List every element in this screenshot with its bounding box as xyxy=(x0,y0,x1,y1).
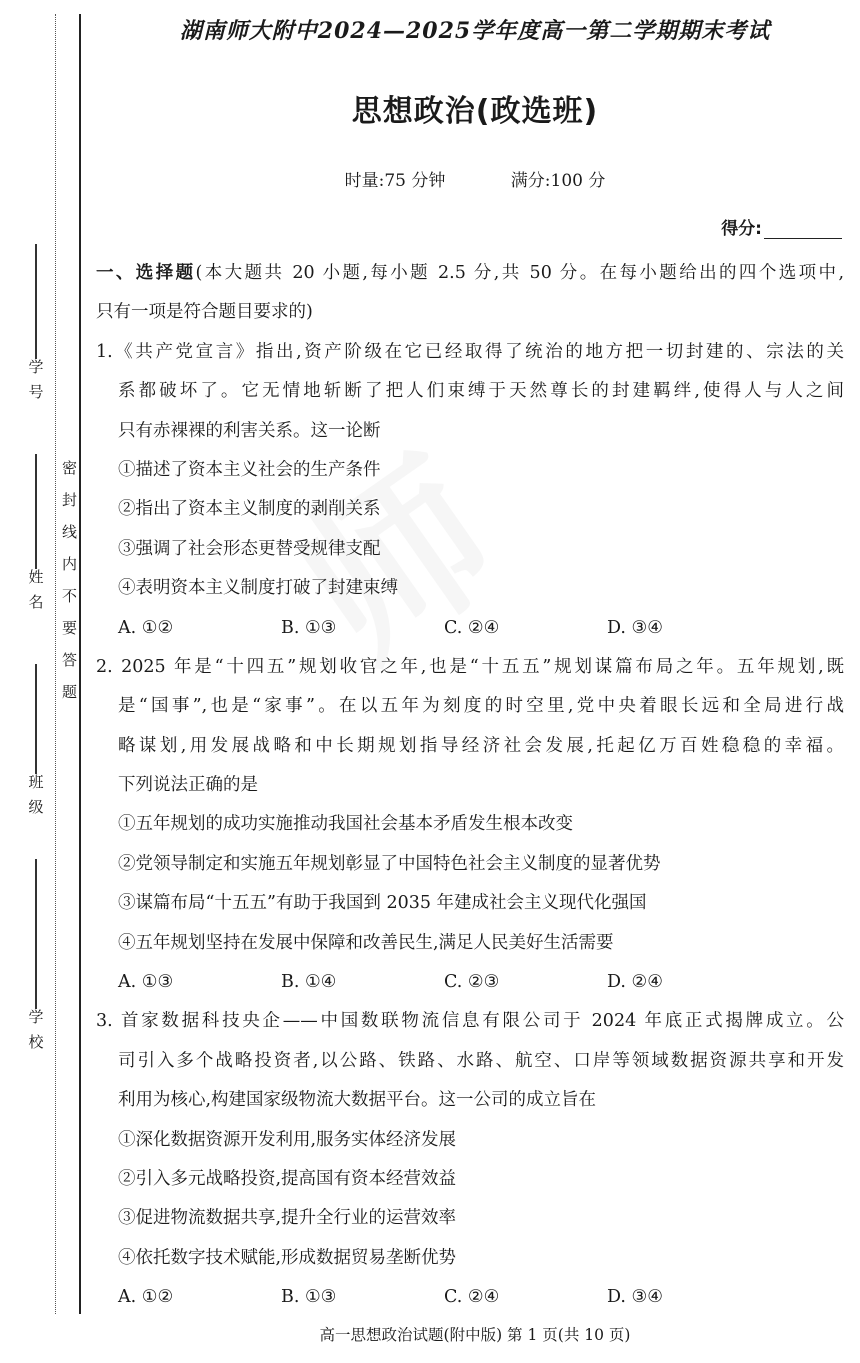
exam-meta xyxy=(90,166,860,191)
q3-text-line: 司引入多个战略投资者,以公路、铁路、水路、航空、口岸等领域数据资源共享和开发 xyxy=(118,1050,844,1071)
q2-option-a: A. ①③ xyxy=(118,972,174,993)
q2-text-line: 是“国事”,也是“家事”。在以五年为刻度的时空里,党中央着眼长远和全局进行战 xyxy=(118,696,844,717)
seal-warning-text: 密封线内不要答题 xyxy=(60,460,78,716)
q3-options xyxy=(96,1278,844,1317)
q3-statement: ①深化数据资源开发利用,服务实体经济发展 xyxy=(118,1129,457,1150)
q1-option-a: A. ①② xyxy=(118,617,174,638)
q2-options xyxy=(96,963,844,1002)
q3-option-c: C. ②④ xyxy=(444,1287,500,1308)
school-label: 学校 xyxy=(26,1009,45,1059)
exam-time: 时量:75 分钟 xyxy=(344,171,446,191)
q3-statement: ②引入多元战略投资,提高国有资本经营效益 xyxy=(118,1168,457,1189)
q1-option-c: C. ②④ xyxy=(444,617,500,638)
name-blank xyxy=(35,454,36,569)
q1-statement: ③强调了社会形态更替受规律支配 xyxy=(118,538,381,559)
q2-statement: ③谋篇布局“十五五”有助于我国到 2035 年建成社会主义现代化强国 xyxy=(118,893,647,914)
school-blank xyxy=(35,859,36,1009)
section-title: 一、选择题 xyxy=(96,263,196,283)
q1-statement: ②指出了资本主义制度的剥削关系 xyxy=(118,499,381,520)
class-field xyxy=(26,660,46,824)
section-heading xyxy=(96,254,844,293)
q1-text-line: 只有赤裸裸的利害关系。这一论断 xyxy=(118,420,381,441)
q1-text-line: 1.《共产党宣言》指出,资产阶级在它已经取得了统治的地方把一切封建的、宗法的关 xyxy=(96,341,844,362)
q3-statement: ③促进物流数据共享,提升全行业的运营效率 xyxy=(118,1208,457,1229)
q2-option-c: C. ②③ xyxy=(444,972,500,993)
q2-statement: ④五年规划坚持在发展中保障和改善民生,满足人民美好生活需要 xyxy=(118,932,614,953)
q2-option-d: D. ②④ xyxy=(607,972,663,993)
class-label: 班级 xyxy=(26,774,45,824)
exam-title: 湖南师大附中2024—2025学年度高一第二学期期末考试 xyxy=(179,18,771,44)
q1-statement: ④表明资本主义制度打破了封建束缚 xyxy=(118,578,398,599)
q2-text-line: 下列说法正确的是 xyxy=(118,775,258,796)
section-desc-cont: 只有一项是符合题目要求的) xyxy=(96,302,313,323)
q3-text-line: 利用为核心,构建国家级物流大数据平台。这一公司的成立旨在 xyxy=(118,1090,597,1111)
q3-option-b: B. ①③ xyxy=(281,1287,337,1308)
q2-text-line: 2. 2025 年是“十四五”规划收官之年,也是“十五五”规划谋篇布局之年。五年规划,既 xyxy=(96,656,844,677)
q3-text-line: 3. 首家数据科技央企——中国数联物流信息有限公司于 2024 年底正式揭牌成立。公 xyxy=(96,1011,844,1032)
student-id-field xyxy=(26,240,46,409)
name-field xyxy=(26,450,46,619)
q1-text-line: 系都破坏了。它无情地斩断了把人们束缚于天然尊长的封建羁绊,使得人与人之间 xyxy=(118,381,844,402)
exam-content xyxy=(96,254,844,1318)
q1-statement: ①描述了资本主义社会的生产条件 xyxy=(118,459,381,480)
name-label: 姓名 xyxy=(26,569,45,619)
q1-options xyxy=(96,609,844,648)
q3-statement: ④依托数字技术赋能,形成数据贸易垄断优势 xyxy=(118,1247,457,1268)
score-box xyxy=(721,214,842,239)
seal-dotted-line xyxy=(55,14,56,1314)
section-desc: (本大题共 20 小题,每小题 2.5 分,共 50 分。在每小题给出的四个选项中, xyxy=(195,263,845,283)
student-id-blank xyxy=(35,244,36,359)
score-label: 得分: xyxy=(721,219,762,239)
exam-full-score: 满分:100 分 xyxy=(510,171,606,191)
class-blank xyxy=(35,664,36,774)
student-id-label: 学号 xyxy=(26,359,45,409)
q3-option-a: A. ①② xyxy=(118,1287,174,1308)
q1-option-b: B. ①③ xyxy=(281,617,337,638)
q2-statement: ②党领导制定和实施五年规划彰显了中国特色社会主义制度的显著优势 xyxy=(118,853,661,874)
q3-option-d: D. ③④ xyxy=(607,1287,663,1308)
school-field xyxy=(26,855,46,1059)
subject-title: 思想政治(政选班) xyxy=(351,94,599,129)
q2-text-line: 略谋划,用发展战略和中长期规划指导经济社会发展,托起亿万百姓稳稳的幸福。 xyxy=(118,735,844,756)
q2-statement: ①五年规划的成功实施推动我国社会基本矛盾发生根本改变 xyxy=(118,814,573,835)
page-footer: 高一思想政治试题(附中版) 第 1 页(共 10 页) xyxy=(319,1326,631,1344)
score-blank xyxy=(764,220,842,239)
q1-option-d: D. ③④ xyxy=(607,617,663,638)
q2-option-b: B. ①④ xyxy=(281,972,337,993)
